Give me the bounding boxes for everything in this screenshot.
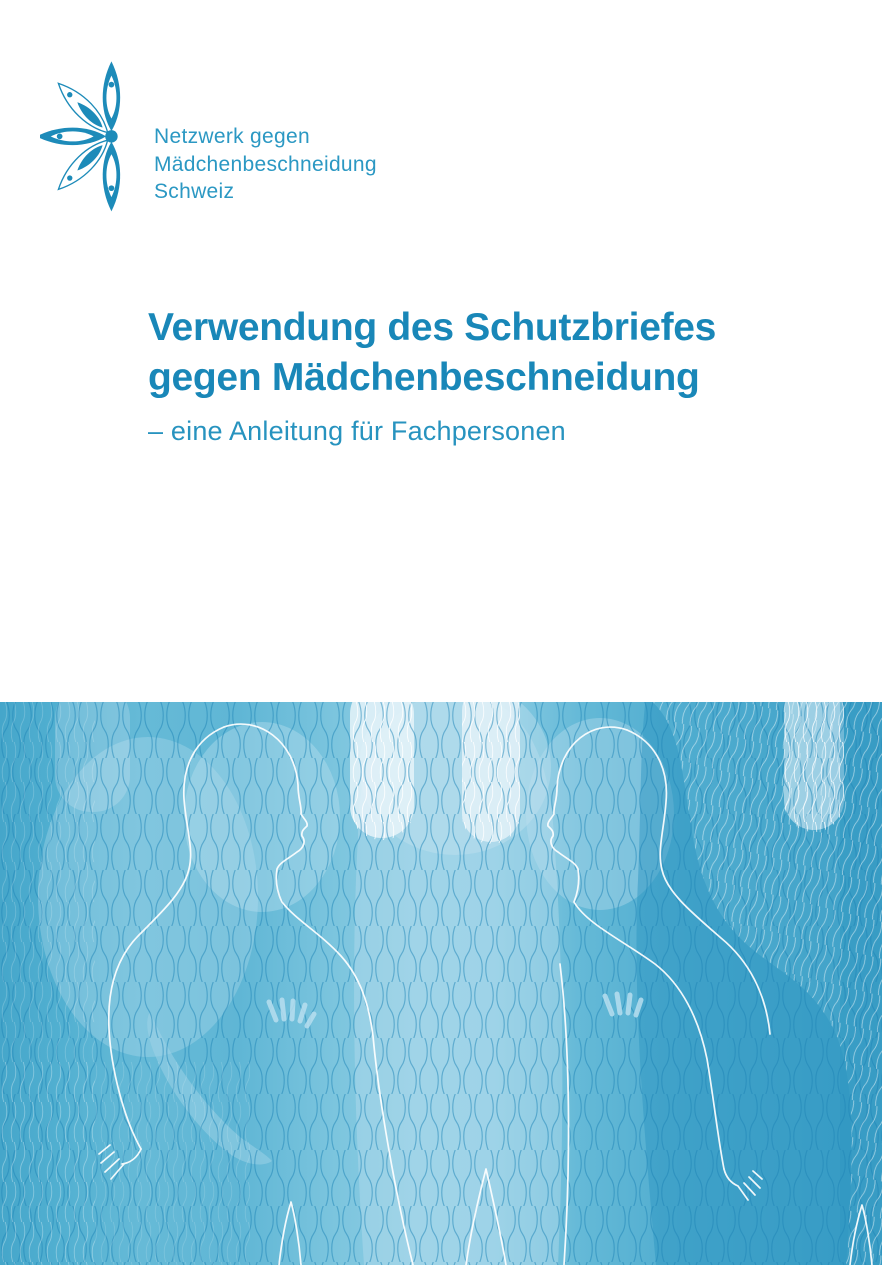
- org-logo: [40, 53, 377, 218]
- org-name-line-1: Netzwerk gegen: [154, 125, 310, 148]
- flower-logo-icon: [40, 53, 140, 218]
- title-line-1: Verwendung des Schutzbriefes: [148, 306, 717, 349]
- page-title: [148, 303, 716, 403]
- org-name-line-2: Mädchenbeschneidung: [154, 152, 377, 176]
- title-line-2: gegen Mädchenbeschneidung: [148, 356, 700, 399]
- page-subtitle: – eine Anleitung für Fachpersonen: [148, 416, 566, 446]
- title-block: [148, 303, 716, 447]
- cover-illustration: [0, 702, 882, 1265]
- org-name: [154, 53, 377, 206]
- org-name-line-3: Schweiz: [154, 180, 235, 203]
